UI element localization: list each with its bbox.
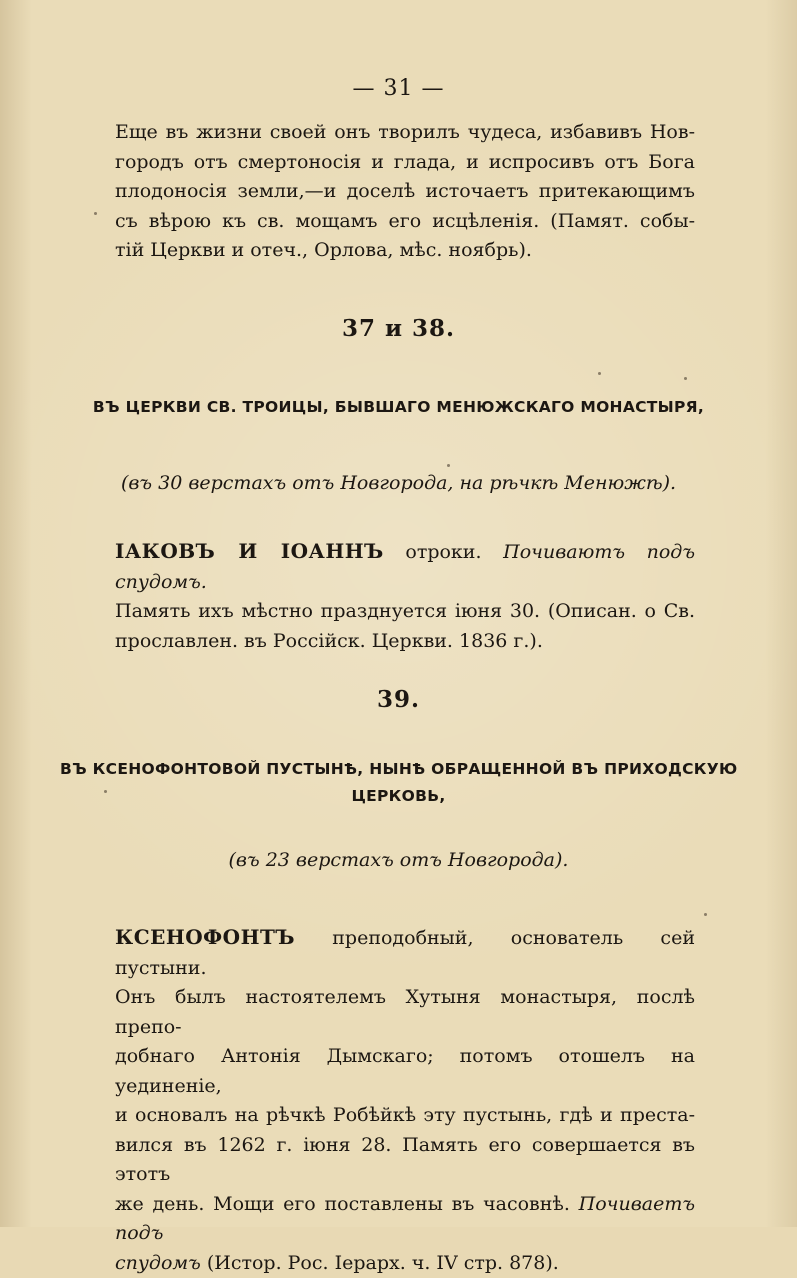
text-line: Память ихъ мѣстно празднуется iюня 30. (Описан. о Св. <box>115 597 695 627</box>
section-heading-troitsy: ВЪ ЦЕРКВИ СВ. ТРОИЦЫ, БЫВШАГО МЕНЮЖСКАГО МОНАСТЫРЯ, <box>60 394 737 421</box>
text-line <box>115 923 695 983</box>
text-line <box>115 537 695 597</box>
text-line <box>115 1249 695 1278</box>
section-subheading-location: (въ 30 верстахъ отъ Новгорода, на рѣчкѣ Менюжѣ). <box>0 472 797 494</box>
text-line: тій Церкви и отеч., Орлова, мѣс. ноябрь). <box>115 236 695 266</box>
paper-speck <box>104 790 107 793</box>
section-heading-ksenofontova <box>60 756 737 810</box>
text-run: (Истор. Рос. Iерарх. ч. IV стр. 878). <box>201 1252 559 1274</box>
italic-run: Почиваетъ подъ <box>115 1193 695 1245</box>
italic-run: Почиваютъ подъ спудомъ. <box>115 541 695 593</box>
heading-line: ВЪ КСЕНОФОНТОВОЙ ПУСТЫНѢ, НЫНѢ ОБРАЩЕННОЙ ВЪ ПРИХОДСКУЮ <box>60 756 737 783</box>
text-run: отроки. <box>384 541 503 563</box>
paragraph-iakov-ioann <box>115 537 695 656</box>
section-number-39: 39. <box>0 686 797 713</box>
text-line: добнаго Антонія Дымскаго; потомъ отошелъ на уединеніе, <box>115 1042 695 1101</box>
text-line: Онъ былъ настоятелемъ Хутыня монастыря, послѣ препо- <box>115 983 695 1042</box>
text-line: съ вѣрою къ св. мощамъ его исцѣленія. (Памят. собы- <box>115 207 695 237</box>
text-line: прославлен. въ Россійск. Церкви. 1836 г.). <box>115 627 695 657</box>
text-line: Еще въ жизни своей онъ творилъ чудеса, избавивъ Нов- <box>115 118 695 148</box>
text-line: городъ отъ смертоносія и глада, и испросивъ отъ Бога <box>115 148 695 178</box>
paper-speck <box>447 464 450 467</box>
text-line: и основалъ на рѣчкѣ Робѣйкѣ эту пустынь, гдѣ и преста- <box>115 1101 695 1131</box>
paragraph-ksenofont <box>115 923 695 1278</box>
section-number-37-38: 37 и 38. <box>0 315 797 342</box>
paragraph-ioann-miracles <box>115 118 695 266</box>
text-line: вился въ 1262 г. iюня 28. Память его совершается въ этотъ <box>115 1131 695 1190</box>
paper-speck <box>704 913 707 916</box>
text-line <box>115 1190 695 1249</box>
paper-speck <box>684 377 687 380</box>
text-run: преподобный, основатель сей пустыни. <box>115 927 695 979</box>
saint-name: КСЕНОФОНТЪ <box>115 925 295 949</box>
page-number: — 31 — <box>0 76 797 101</box>
saint-name: IАКОВЪ И IОАННЪ <box>115 539 384 563</box>
paper-speck <box>598 372 601 375</box>
italic-run: спудомъ <box>115 1252 201 1274</box>
heading-line: ЦЕРКОВЬ, <box>60 783 737 810</box>
section-subheading-location: (въ 23 верстахъ отъ Новгорода). <box>0 849 797 871</box>
text-line: плодоносія земли,—и доселѣ источаетъ притекающимъ <box>115 177 695 207</box>
paper-speck <box>94 212 97 215</box>
text-run: же день. Мощи его поставлены въ часовнѣ. <box>115 1193 579 1215</box>
